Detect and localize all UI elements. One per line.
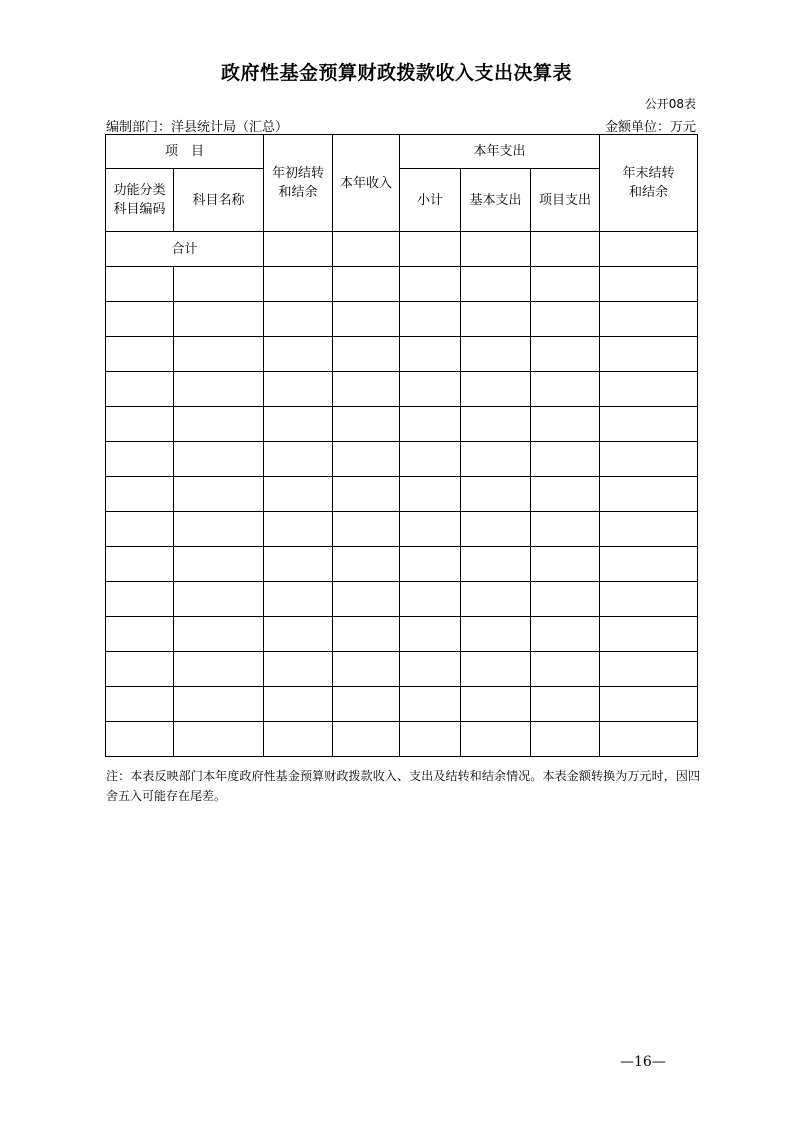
table-cell: [174, 337, 264, 372]
table-cell: [333, 372, 400, 407]
table-cell: [461, 477, 531, 512]
table-cell: [264, 477, 333, 512]
table-cell: [106, 267, 174, 302]
table-cell: [333, 477, 400, 512]
table-cell: [531, 547, 600, 582]
table-cell: [531, 442, 600, 477]
table-cell: [400, 512, 461, 547]
table-cell: [400, 337, 461, 372]
table-cell: [461, 582, 531, 617]
table-cell: [174, 722, 264, 757]
table-cell: [333, 652, 400, 687]
blank-rows: [106, 267, 698, 757]
table-cell: [333, 267, 400, 302]
table-cell: [106, 617, 174, 652]
table-cell: [600, 477, 698, 512]
table-cell: [264, 687, 333, 722]
table-cell: [600, 302, 698, 337]
table-cell: [264, 302, 333, 337]
table-cell: [174, 617, 264, 652]
table-cell: [400, 687, 461, 722]
table-row: [106, 512, 698, 547]
table-cell: [264, 547, 333, 582]
table-cell: [174, 512, 264, 547]
table-row: [106, 547, 698, 582]
table-cell: [600, 267, 698, 302]
table-cell: [264, 617, 333, 652]
table-cell: [531, 267, 600, 302]
total-row: [106, 232, 698, 267]
table-cell: [106, 652, 174, 687]
table-cell: [461, 547, 531, 582]
table-cell: [400, 442, 461, 477]
table-cell: [400, 477, 461, 512]
header-item: 项 目: [106, 135, 264, 169]
table-cell: [461, 512, 531, 547]
table-cell: [531, 337, 600, 372]
table-cell: [174, 442, 264, 477]
table-cell: [531, 512, 600, 547]
table-cell: [400, 652, 461, 687]
table-cell: [400, 302, 461, 337]
table-cell: [461, 267, 531, 302]
table-row: [106, 582, 698, 617]
table-cell: [264, 267, 333, 302]
table-cell: [461, 722, 531, 757]
header-year-expense: 本年支出: [400, 135, 600, 169]
table-row: [106, 687, 698, 722]
table-row: [106, 477, 698, 512]
header-year-income: 本年收入: [333, 135, 400, 232]
total-cell: [333, 232, 400, 267]
table-cell: [400, 722, 461, 757]
table-cell: [333, 302, 400, 337]
table-cell: [531, 477, 600, 512]
table-cell: [106, 547, 174, 582]
table-cell: [264, 407, 333, 442]
table-cell: [531, 582, 600, 617]
page-title: 政府性基金预算财政拨款收入支出决算表: [220, 62, 572, 84]
table-cell: [600, 582, 698, 617]
table-row: [106, 652, 698, 687]
table-cell: [600, 372, 698, 407]
table-cell: [400, 547, 461, 582]
header-begin-balance: 年初结转 和结余: [264, 135, 333, 232]
table-cell: [333, 337, 400, 372]
table-cell: [106, 512, 174, 547]
table-cell: [333, 582, 400, 617]
total-label: 合计: [106, 232, 264, 267]
header-func-code: 功能分类 科目编码: [106, 169, 174, 232]
department-label: 编制部门：洋县统计局（汇总）: [106, 120, 289, 135]
table-cell: [333, 547, 400, 582]
table-row: [106, 442, 698, 477]
table-cell: [106, 477, 174, 512]
table-cell: [106, 687, 174, 722]
table-cell: [531, 722, 600, 757]
table-cell: [461, 337, 531, 372]
table-cell: [333, 512, 400, 547]
table-cell: [400, 582, 461, 617]
table-cell: [600, 652, 698, 687]
table-cell: [106, 337, 174, 372]
header-project-expense: 项目支出: [531, 169, 600, 232]
table-cell: [264, 337, 333, 372]
form-code: 公开08表: [644, 97, 696, 111]
table-cell: [174, 687, 264, 722]
table-cell: [174, 547, 264, 582]
table-cell: [600, 337, 698, 372]
table-cell: [106, 722, 174, 757]
table-row: [106, 407, 698, 442]
table-cell: [461, 372, 531, 407]
table-cell: [600, 722, 698, 757]
total-cell: [461, 232, 531, 267]
table-cell: [264, 372, 333, 407]
table-cell: [106, 372, 174, 407]
table-cell: [531, 687, 600, 722]
header-subtotal: 小计: [400, 169, 461, 232]
table-row: [106, 302, 698, 337]
table-note: 注：本表反映部门本年度政府性基金预算财政拨款收入、支出及结转和结余情况。本表金额转换为万元时，因四舍五入可能存在尾差。: [106, 769, 700, 803]
table-cell: [531, 617, 600, 652]
table-cell: [400, 267, 461, 302]
table-cell: [531, 652, 600, 687]
table-cell: [461, 407, 531, 442]
table-cell: [106, 302, 174, 337]
table-cell: [600, 442, 698, 477]
table-cell: [600, 512, 698, 547]
unit-label: 金额单位：万元: [604, 120, 696, 135]
table-cell: [174, 582, 264, 617]
table-cell: [600, 547, 698, 582]
table-row: [106, 337, 698, 372]
table-cell: [174, 407, 264, 442]
table-cell: [333, 442, 400, 477]
table-cell: [174, 372, 264, 407]
table-cell: [333, 407, 400, 442]
table-cell: [531, 407, 600, 442]
table-row: [106, 372, 698, 407]
table-cell: [531, 302, 600, 337]
total-cell: [531, 232, 600, 267]
table-cell: [461, 617, 531, 652]
table-cell: [106, 407, 174, 442]
table-cell: [461, 442, 531, 477]
table-cell: [461, 652, 531, 687]
table-cell: [400, 372, 461, 407]
table-cell: [174, 652, 264, 687]
header-end-balance: 年末结转 和结余: [600, 135, 698, 232]
table-cell: [400, 617, 461, 652]
table-cell: [264, 582, 333, 617]
table-cell: [333, 617, 400, 652]
table-cell: [106, 442, 174, 477]
table-row: [106, 722, 698, 757]
table-cell: [531, 372, 600, 407]
table-cell: [461, 687, 531, 722]
table-cell: [333, 687, 400, 722]
total-cell: [600, 232, 698, 267]
table-cell: [174, 477, 264, 512]
page-number: —16—: [620, 1054, 666, 1070]
table-cell: [174, 302, 264, 337]
total-cell: [400, 232, 461, 267]
table-row: [106, 267, 698, 302]
table-cell: [106, 582, 174, 617]
header-basic-expense: 基本支出: [461, 169, 531, 232]
header-subject-name: 科目名称: [174, 169, 264, 232]
budget-table: [105, 134, 698, 757]
table-cell: [600, 687, 698, 722]
table-cell: [264, 512, 333, 547]
table-cell: [333, 722, 400, 757]
table-cell: [461, 302, 531, 337]
total-cell: [264, 232, 333, 267]
table-cell: [264, 442, 333, 477]
table-cell: [600, 407, 698, 442]
table-cell: [264, 652, 333, 687]
table-cell: [174, 267, 264, 302]
table-cell: [600, 617, 698, 652]
table-cell: [400, 407, 461, 442]
table-cell: [264, 722, 333, 757]
table-row: [106, 617, 698, 652]
